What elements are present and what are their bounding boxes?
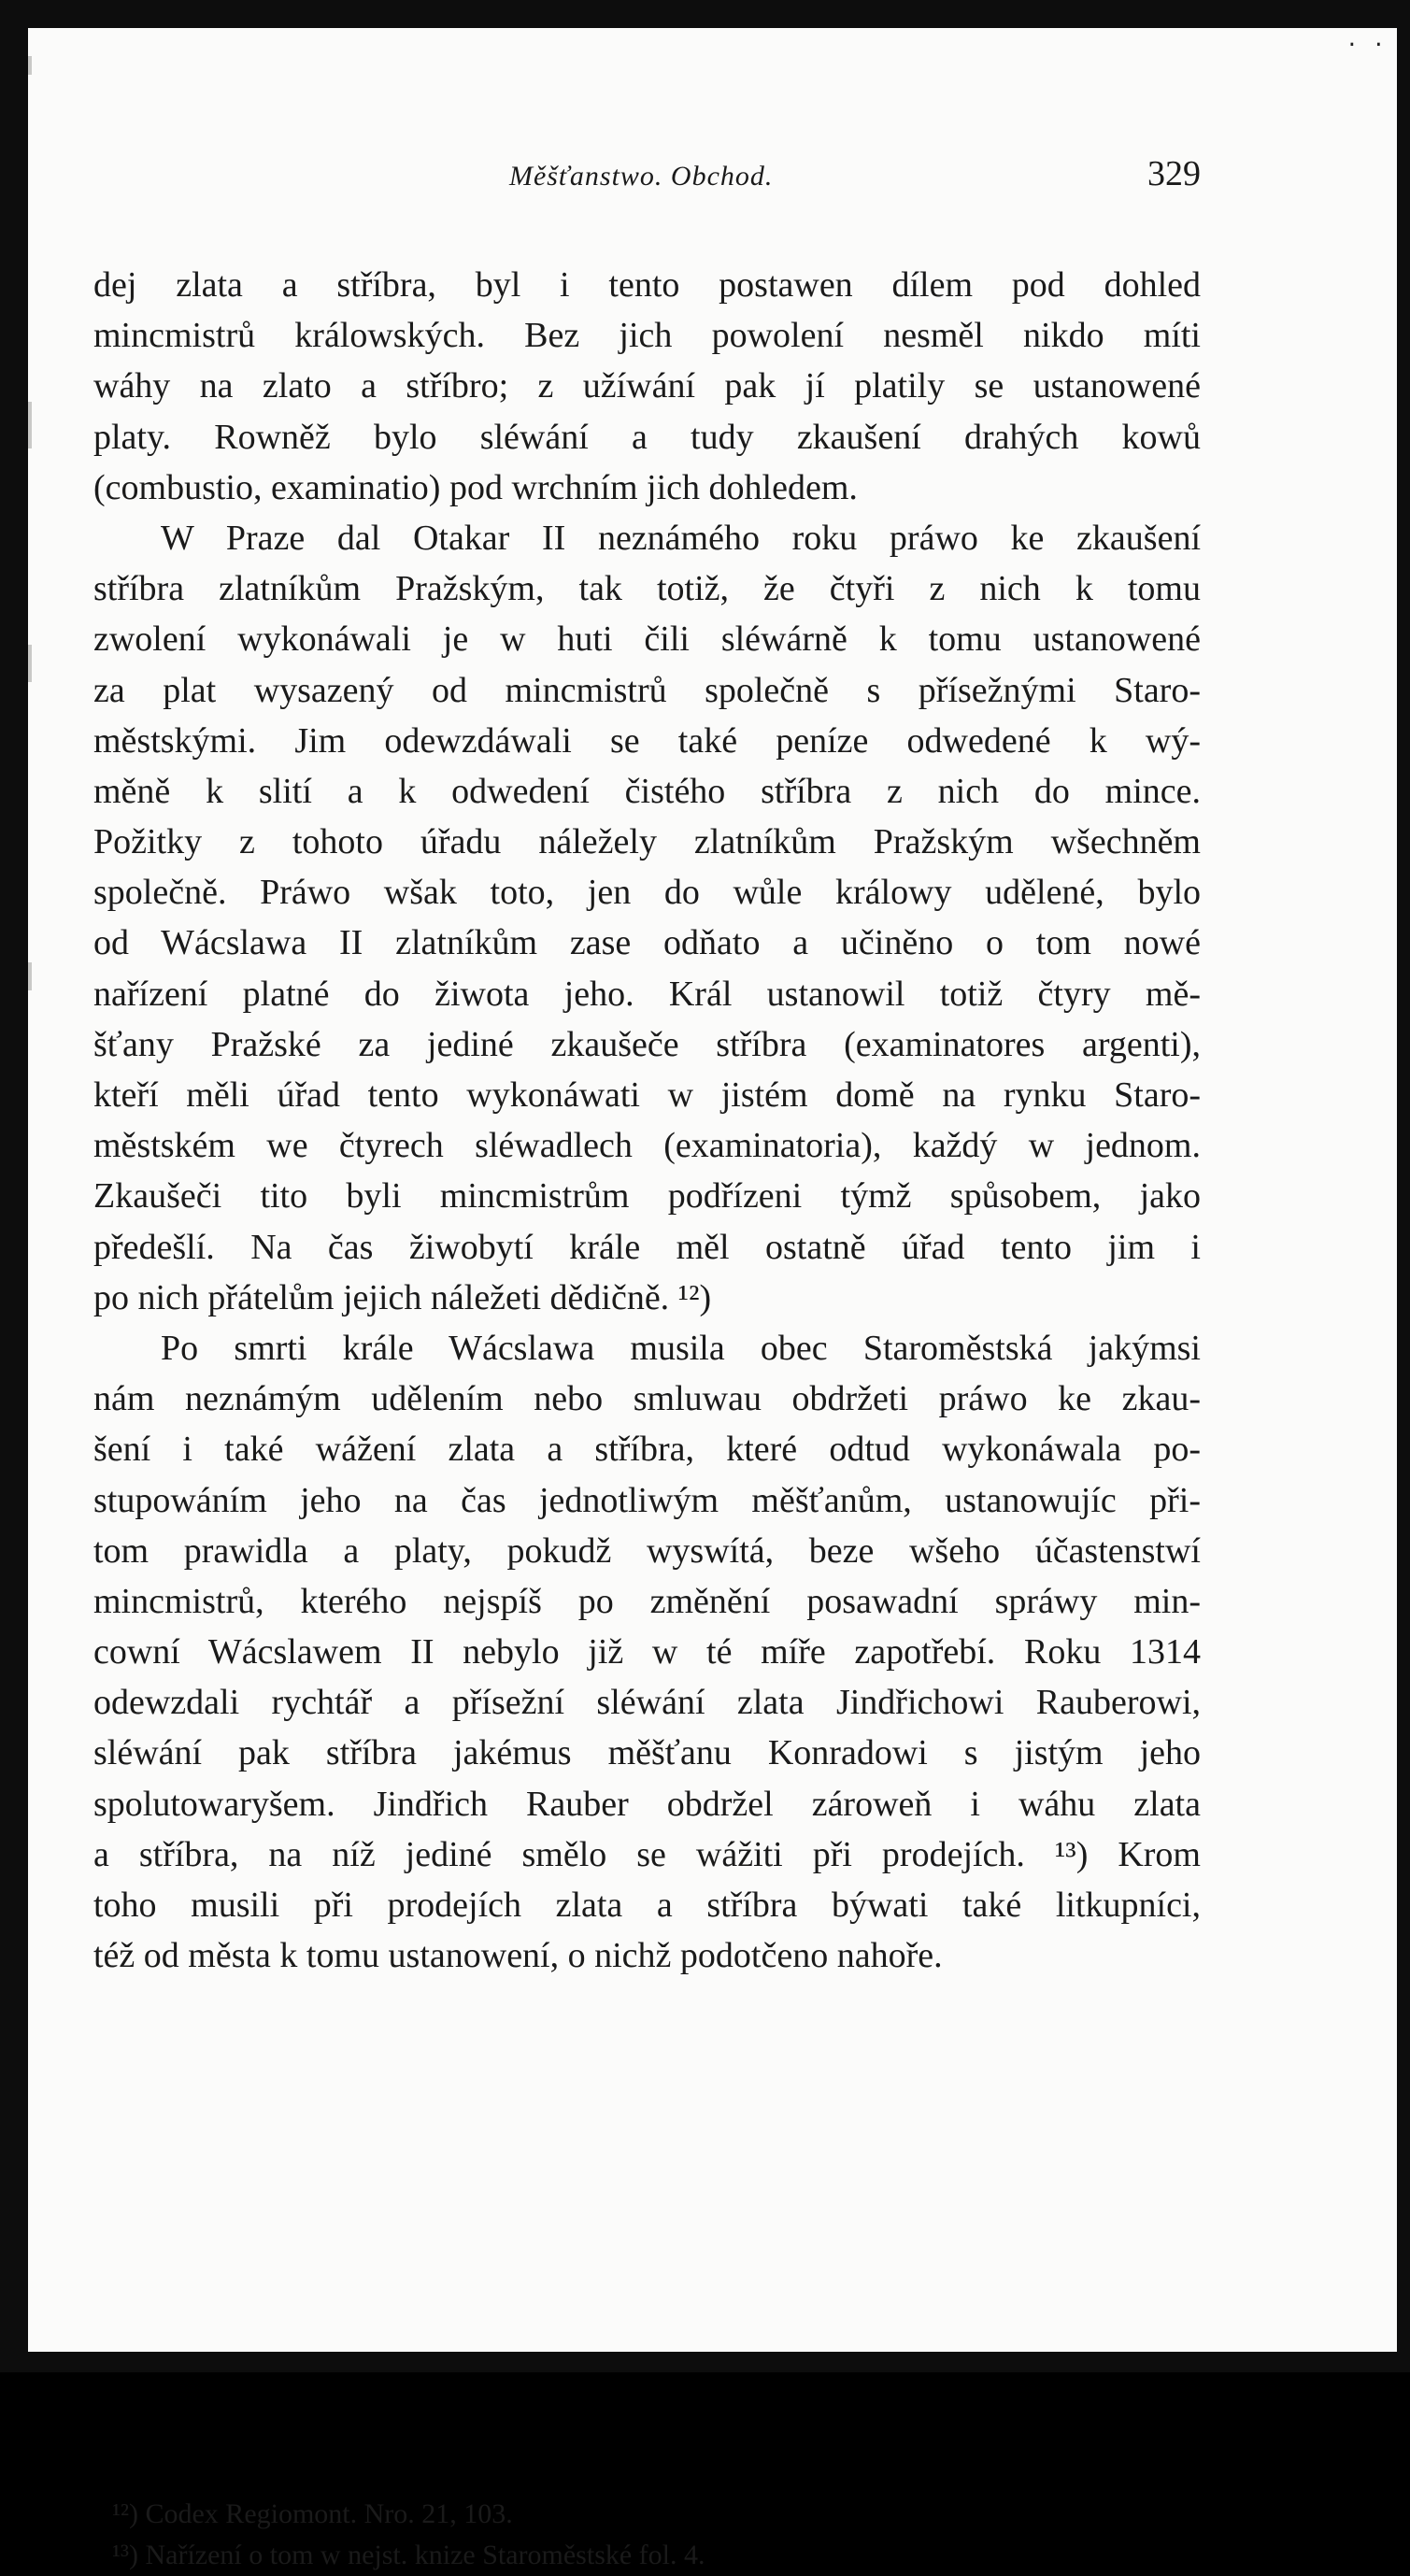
gutter-mark — [28, 402, 32, 448]
text-line: toho musili při prodejích zlata a stříbra býwati také litkupníci, — [93, 1886, 1201, 1925]
text-line: spolutowaryšem. Jindřich Rauber obdržel zároweň i wáhu zlata — [93, 1784, 1201, 1824]
text-line: dej zlata a stříbra, byl i tento postawen dílem pod dohled — [93, 265, 1201, 305]
running-head — [93, 148, 1201, 204]
text-line: cowní Wácslawem II nebylo již w té míře zapotřebí. Roku 1314 — [93, 1632, 1201, 1672]
text-line: Požitky z tohoto úřadu náležely zlatníkům Pražským wšechněm — [93, 822, 1201, 862]
body-text — [93, 260, 1201, 1981]
text-line: a stříbra, na níž jediné smělo se wážiti při prodejích. ¹³) Krom — [93, 1834, 1201, 1874]
scan-border-left — [0, 0, 28, 2372]
text-line: zwolení wykonáwali je w huti čili sléwárně k tomu ustanowené — [93, 619, 1201, 660]
text-line: za plat wysazený od mincmistrů společně s přísežnými Staro- — [93, 670, 1201, 710]
text-line: měně k slití a k odwedení čistého stříbra z nich do mince. — [93, 771, 1201, 811]
gutter-mark — [28, 56, 32, 75]
text-line: kteří měli úřad tento wykonáwati w jistém domě na rynku Staro- — [93, 1075, 1201, 1115]
text-line: platy. Rowněž bylo sléwání a tudy zkaušení drahých kowů — [93, 417, 1201, 457]
text-line: sléwání pak stříbra jakémus měšťanu Konradowi s jistým jeho — [93, 1733, 1201, 1773]
scan-border-top — [0, 0, 1410, 28]
text-line: odewzdali rychtář a přísežní sléwání zlata Jindřichowi Rauberowi, — [93, 1683, 1201, 1723]
text-line: wáhy na zlato a stříbro; z užíwání pak jí platily se ustanowené — [93, 366, 1201, 406]
scan-border-right — [1397, 0, 1410, 2372]
text-line: Zkaušeči tito byli mincmistrům podřízeni týmž spůsobem, jako — [93, 1176, 1201, 1217]
text-line: stupowáním jeho na čas jednotliwým měšťanům, ustanowujíc při- — [93, 1480, 1201, 1520]
book-page — [28, 28, 1397, 2570]
text-line: po nich přátelům jejich náležeti dědičně. ¹²) — [93, 1277, 712, 1317]
gutter-mark — [28, 645, 32, 682]
text-line: společně. Práwo wšak toto, jen do wůle králowy udělené, bylo — [93, 873, 1201, 913]
scan-border-bottom — [0, 2352, 1410, 2372]
text-line: šťany Pražské za jediné zkaušeče stříbra (examinatores argenti), — [93, 1024, 1201, 1064]
text-line: (combustio, examinatio) pod wrchním jich dohledem. — [93, 467, 858, 507]
text-line: W Praze dal Otakar II neznámého roku práwo ke zkaušení — [161, 518, 1201, 558]
gutter-mark — [28, 962, 32, 990]
text-line: městském we čtyrech sléwadlech (examinatoria), každý w jednom. — [93, 1126, 1201, 1166]
text-line: nám neznámým udělením nebo smluwau obdržeti práwo ke zkau- — [93, 1379, 1201, 1419]
text-line: též od města k tomu ustanowení, o nichž podotčeno nahoře. — [93, 1936, 943, 1976]
running-title: Měšťanstwo. Obchod. — [509, 161, 774, 192]
text-line: od Wácslawa II zlatníkům zase odňato a učiněno o tom nowé — [93, 923, 1201, 963]
text-line: nařízení platné do žiwota jeho. Král ustanowil totiž čtyry mě- — [93, 974, 1201, 1014]
scan-corner-marks: · · — [1346, 34, 1386, 57]
text-line: tom prawidla a platy, pokudž wyswítá, beze wšeho účastenstwí — [93, 1530, 1201, 1571]
text-line: stříbra zlatníkům Pražským, tak totiž, že čtyři z nich k tomu — [93, 569, 1201, 609]
footnote: ¹²) Codex Regiomont. Nro. 21, 103. — [112, 2498, 513, 2529]
text-line: šení i také wážení zlata a stříbra, které odtud wykonáwala po- — [93, 1430, 1201, 1470]
page-number: 329 — [1147, 154, 1201, 193]
text-line: Po smrti krále Wácslawa musila obec Staroměstská jakýmsi — [161, 1328, 1201, 1368]
text-line: předešlí. Na čas žiwobytí krále měl ostatně úřad tento jim i — [93, 1227, 1201, 1267]
text-line: mincmistrů, kterého nejspíš po změnění posawadní spráwy min- — [93, 1581, 1201, 1621]
footnotes — [93, 2494, 1201, 2576]
text-line: mincmistrů králowských. Bez jich powolení nesměl nikdo míti — [93, 316, 1201, 356]
text-line: městskými. Jim odewzdáwali se také peníze odwedené k wý- — [93, 720, 1201, 761]
footnote: ¹³) Nařízení o tom w nejst. knize Staroměstské fol. 4. — [112, 2540, 705, 2570]
